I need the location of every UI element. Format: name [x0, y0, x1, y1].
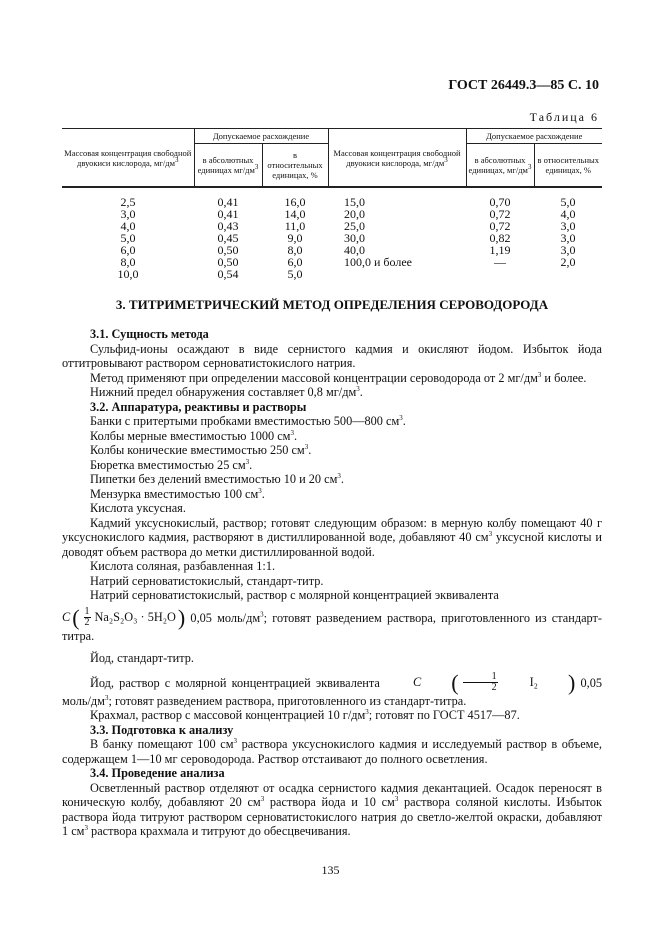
section-title: 3. ТИТРИМЕТРИЧЕСКИЙ МЕТОД ОПРЕДЕЛЕНИЯ СЕРОВОДОРОДА — [115, 297, 549, 312]
s31-paragraph: Сульфид-ионы осаждают в виде сернистого кадмия и окисляют йодом. Избыток йода оттитровывают раствором серноватистокислого натрия. — [62, 341, 602, 370]
list-item: Мензурка вместимостью 100 $см^3$. — [90, 486, 265, 501]
table-row: 8,0 0,50 6,0 100,0 и более — 2,0 — [120, 255, 576, 269]
page-header: ГОСТ 26449.3—85 С. 10 — [448, 78, 599, 93]
list-item: Банки с притертыми пробками вместимостью 500—800 $см^3$. — [90, 413, 406, 428]
col-header-concentration-2: Массовая концентрация свободной двуокиси кислорода, $мг/дм^3$ — [328, 129, 466, 188]
formula-line: C ( $\frac{1}{2}$ Na₂S₂O₃ · 5H₂O ) 0,05 моль/$дм^3$; готовят разведением раствора, приготовленного из стандарт-титра. — [62, 604, 602, 643]
s31-heading: 3.1. Сущность метода — [90, 327, 209, 341]
list-item: Кислота уксусная. — [90, 501, 186, 515]
s33-heading: 3.3. Подготовка к анализу — [90, 722, 234, 737]
list-item: Кадмий уксуснокислый, раствор; готовят следующим образом: в мерную колбу помещают 40 г уксуснокислого кадмия, растворяют в дистиллированной воде, добавляют 40 $см^3$ уксусной кислоты и доводят объем раствора до метки дистиллированной водой. — [62, 515, 603, 559]
list-item: Колбы конические вместимостью 250 $см^3$. — [90, 442, 312, 457]
s34-paragraph: Осветленный раствор отделяют от осадка сернистого кадмия декантацией. Осадок переносят в коническую колбу, добавляют 20 $см^3$ раствора йода и 10 $см^3$ раствора соляной кислоты. Избыток раствора йода титруют раствором серноватистокислого натрия до светло-желтой окраски, добавляют 1 $см^3$ раствора крахмала и титруют до обесцвечивания. — [62, 780, 602, 838]
list-item: Натрий серноватистокислый, раствор с молярной концентрацией эквивалента — [90, 588, 499, 602]
formula-thiosulfate: C ( $\frac{1}{2}$ Na₂S₂O₃ · 5H₂O ) — [62, 604, 186, 630]
col-header-absolute-2: в абсолютных единицах, $мг/дм^3$ — [466, 144, 534, 188]
list-item: Бюретка вместимостью 25 $см^3$. — [90, 457, 253, 472]
list-item: Крахмал, раствор с массовой концентрацией 10 $г/дм^3$; готовят по ГОСТ 4517—87. — [90, 707, 520, 722]
table-row: 4,0 0,43 11,0 25,0 0,72 3,0 — [120, 219, 576, 233]
list-item: Кислота соляная, разбавленная 1:1. — [90, 559, 276, 573]
formula-iodine: C ( $\frac{1}{2}$ I₂ ) — [413, 669, 576, 695]
section-body — [62, 327, 602, 839]
list-item: Натрий серноватистокислый, стандарт-титр. — [90, 573, 324, 588]
tolerance-table — [62, 128, 602, 280]
table-caption: Таблица 6 — [529, 110, 599, 124]
list-item: Йод, раствор с молярной концентрацией эквивалента C ( $\frac{1}{2}$ I₂ ) 0,05 моль/$дм^3$; готовят разведением раствора, приготовленного из стандарт-титра. — [62, 669, 603, 708]
page-number: 135 — [321, 863, 340, 877]
col-header-deviation: Допускаемое расхождение — [194, 129, 328, 144]
table-row: 2,5 0,41 16,0 15,0 0,70 5,0 — [120, 195, 576, 209]
s33-paragraph: В банку помещают 100 $см^3$ раствора уксуснокислого кадмия и исследуемый раствор в объеме, содержащем 1—10 мг сероводорода. Раствор отстаивают до полного осветления. — [62, 736, 602, 766]
list-item: Йод, стандарт-титр. — [90, 651, 194, 665]
table-row: 3,0 0,41 14,0 20,0 0,72 4,0 — [120, 207, 576, 221]
s34-heading: 3.4. Проведение анализа — [90, 766, 225, 780]
s31-paragraph: Нижний предел обнаружения составляет 0,8 $мг/дм^3$. — [90, 384, 363, 399]
table-row: 10,0 0,54 5,0 — [117, 267, 303, 281]
list-item: Колбы мерные вместимостью 1000 $см^3$. — [90, 428, 298, 443]
col-header-absolute: в абсолютных единицах $мг/дм^3$ — [194, 144, 262, 188]
col-header-relative-2: в относительных единицах, % — [534, 144, 602, 188]
s31-paragraph: Метод применяют при определении массовой концентрации сероводорода от 2 $мг/дм^3$ и более. — [90, 370, 587, 385]
table-row: 6,0 0,50 8,0 40,0 1,19 3,0 — [120, 243, 576, 257]
s32-heading: 3.2. Аппаратура, реактивы и растворы — [90, 399, 307, 414]
col-header-deviation-2: Допускаемое расхождение — [466, 129, 602, 144]
table-row: 5,0 0,45 9,0 30,0 0,82 3,0 — [120, 231, 576, 245]
list-item: Пипетки без делений вместимостью 10 и 20 $см^3$. — [90, 471, 344, 486]
col-header-relative: в относительных единицах, % — [262, 144, 328, 188]
col-header-concentration: Массовая концентрация свободной двуокиси кислорода, $мг/дм^3$ — [62, 129, 194, 188]
